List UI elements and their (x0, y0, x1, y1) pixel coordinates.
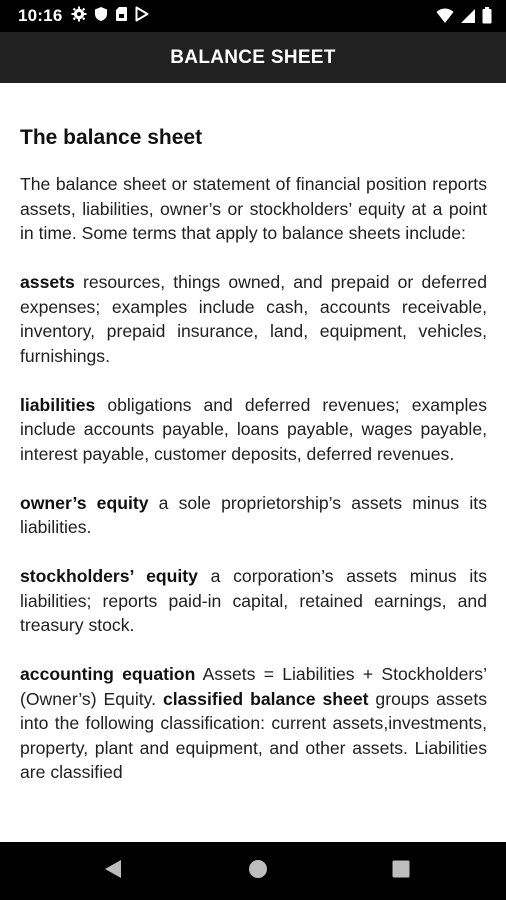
gear-icon (71, 6, 87, 27)
term-definition: Assets = Liabilities + Stockholders’ (Owner’s) Equity. (20, 664, 487, 709)
status-bar (0, 0, 506, 32)
article-content[interactable] (20, 86, 487, 841)
signal-icon (460, 8, 476, 29)
term-owners-equity (20, 491, 487, 540)
status-notification-icons (71, 6, 149, 27)
term-accounting-equation (20, 662, 487, 785)
home-icon[interactable] (248, 859, 268, 884)
back-icon[interactable] (103, 858, 123, 885)
term-definition: a corporation’s assets minus its liabilities; reports paid-in capital, retained earnings, and treasury stock. (20, 566, 487, 635)
term-assets (20, 270, 487, 368)
play-store-icon (135, 6, 149, 27)
navigation-bar (0, 842, 506, 900)
term-definition: obligations and deferred revenues; examples include accounts payable, loans payable, wages payable, interest payable, customer deposits, deferred revenues. (20, 394, 487, 464)
term-stockholders-equity (20, 564, 487, 638)
article-heading: The balance sheet (20, 126, 203, 149)
term-title: stockholders’ equity (20, 566, 198, 586)
term-title: assets (20, 272, 75, 292)
term-definition: resources, things owned, and prepaid or deferred expenses; examples include cash, accounts receivable, inventory, prepaid insurance, land, equipment, vehicles, furnishings. (20, 272, 487, 366)
sim-card-icon (115, 6, 128, 27)
term-definition: a sole proprietorship’s assets minus its liabilities. (20, 492, 487, 537)
status-time: 10:16 (18, 6, 63, 25)
term-title: liabilities (20, 394, 96, 415)
wifi-icon (436, 8, 454, 29)
term-title: owner’s equity (20, 492, 149, 513)
battery-icon (482, 7, 492, 29)
term-liabilities (20, 393, 487, 467)
shield-icon (94, 6, 108, 27)
app-bar (0, 32, 506, 83)
app-bar-title: BALANCE SHEET (170, 46, 336, 68)
term-definition: groups assets into the following classification: current assets,investments, property, plant and equipment, and other assets. Liabilities are classified (20, 688, 487, 782)
term-title: classified balance sheet (162, 688, 369, 709)
term-title: accounting equation (20, 664, 196, 684)
recents-icon[interactable] (392, 860, 410, 883)
status-system-icons (436, 7, 492, 29)
intro-paragraph: The balance sheet or statement of financial position reports assets, liabilities, owner’s or stockholders’ equity at a point in time. Some terms that apply to balance sheets include: (20, 174, 487, 243)
